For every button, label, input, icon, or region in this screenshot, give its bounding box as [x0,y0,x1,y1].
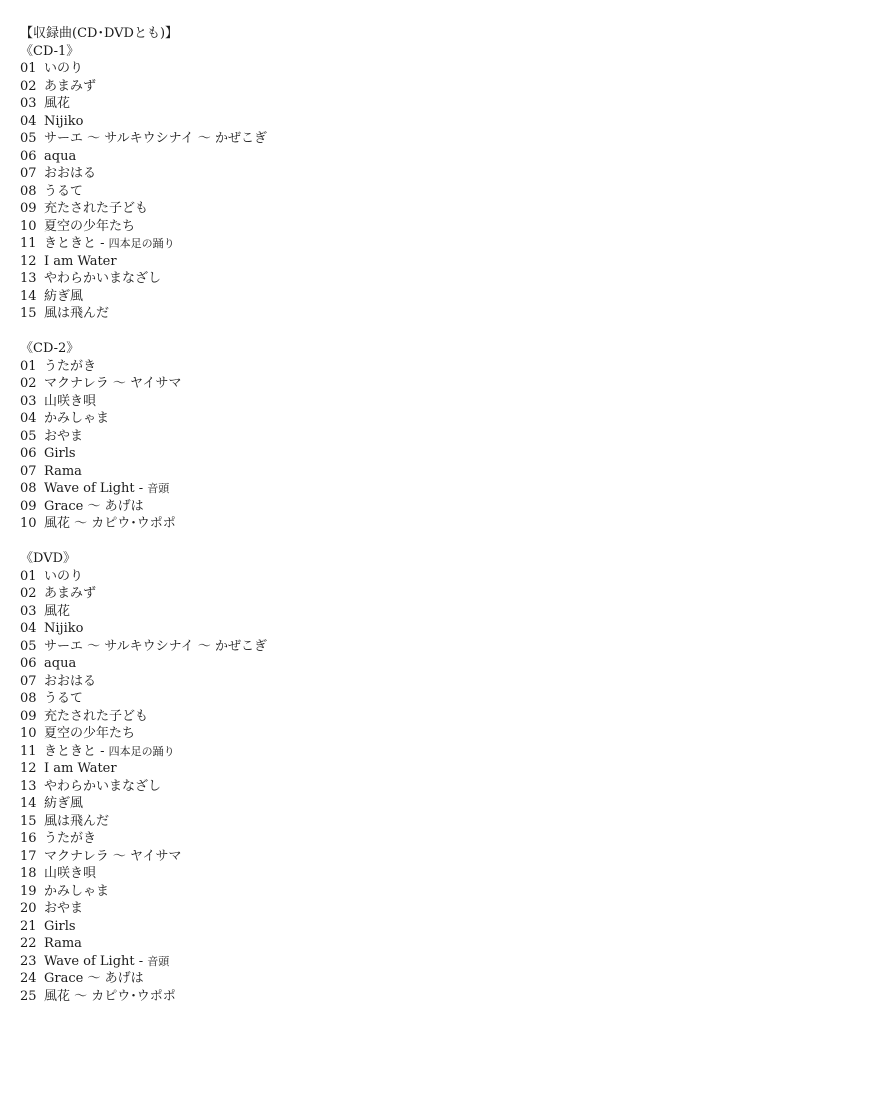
track-number: 20 [20,901,37,916]
track-title [44,568,83,586]
track-title-main: 充たされた子ども [44,708,149,724]
track-title-main: やわらかいまなざし [44,778,162,794]
track-title-main: Wave of Light - [44,953,148,969]
track-title-main: おおはる [44,673,97,689]
track-number: 25 [20,988,37,1004]
track-title [44,305,109,323]
track-number: 01 [20,61,37,76]
track-row [20,865,840,883]
track-number: 06 [20,446,37,461]
section-1 [20,340,840,533]
track-title-main: うるて [44,691,83,706]
track-number: 05 [20,131,37,146]
track-title-main: うるて [44,183,83,199]
track-number: 13 [20,778,37,794]
track-number: 02 [20,376,37,391]
track-number: 08 [20,481,37,496]
track-number: 17 [20,848,37,864]
track-row [20,113,840,131]
track-number: 11 [20,236,37,251]
track-title-main: Rama [44,463,82,479]
track-title [44,235,175,253]
track-title-main: サーエ 〜 サルキウシナイ 〜 かぜこぎ [44,638,267,654]
track-title [44,183,83,201]
track-number: 16 [20,831,37,846]
track-row [20,305,840,323]
track-number: 04 [20,621,37,636]
track-row [20,270,840,288]
track-row [20,165,840,183]
track-title-main: Nijiko [44,113,84,129]
section-label: 《DVD》 [20,551,77,566]
track-title-main: きときと - [44,743,109,759]
track-row [20,690,840,708]
track-title [44,603,70,621]
track-title-main: サーエ 〜 サルキウシナイ 〜 かぜこぎ [44,131,267,146]
track-number: 06 [20,656,37,671]
sections-container [20,43,840,1006]
track-number: 14 [20,796,37,811]
track-title-main: aqua [44,656,77,671]
track-row [20,78,840,96]
track-title-subtitle: 四本足の踊り [108,744,175,758]
track-title [44,200,148,218]
section-2 [20,550,840,1005]
track-number: 01 [20,568,37,584]
track-number: 04 [20,411,37,426]
track-number: 23 [20,953,37,969]
track-number: 13 [20,271,37,286]
track-title [44,113,83,131]
track-title [44,480,169,498]
track-title [44,813,109,831]
track-row [20,235,840,253]
track-row [20,673,840,691]
track-row [20,848,840,866]
track-title-main: やわらかいまなざし [44,271,162,286]
track-number: 07 [20,463,37,479]
track-title-main: あまみず [44,78,97,94]
track-title-main: きときと - [44,236,109,251]
track-number: 12 [20,761,37,776]
track-row [20,130,840,148]
tracklist-document [20,25,840,1005]
track-number: 07 [20,166,37,181]
track-row [20,760,840,778]
track-title-main: 夏空の少年たち [44,726,136,741]
track-title [44,970,144,988]
track-row [20,60,840,78]
track-row [20,515,840,533]
track-row [20,410,840,428]
track-row [20,393,840,411]
track-title [44,95,70,113]
track-title [44,708,148,726]
track-number: 07 [20,673,37,689]
track-row [20,200,840,218]
track-title-main: おやま [44,901,84,916]
section-0 [20,43,840,323]
track-title [44,393,96,411]
track-title-main: うたがき [44,831,97,846]
track-title-main: 風花 〜 カピウ･ウポポ [44,988,176,1004]
track-number: 15 [20,813,37,829]
track-number: 09 [20,201,37,216]
track-row [20,218,840,236]
track-title [44,428,83,446]
track-title [44,725,135,743]
track-title [44,620,83,638]
track-title [44,218,135,236]
track-row [20,620,840,638]
track-row [20,288,840,306]
track-number: 09 [20,708,37,724]
track-row [20,743,840,761]
track-title-main: Girls [44,918,76,934]
track-row [20,585,840,603]
track-title [44,690,83,708]
track-row [20,778,840,796]
track-number: 08 [20,691,37,706]
track-number: 10 [20,218,37,234]
track-title-main: Girls [44,446,76,461]
track-title [44,900,83,918]
track-title [44,498,144,516]
track-number: 05 [20,638,37,654]
track-title [44,830,96,848]
track-row [20,183,840,201]
section-label: 《CD-1》 [20,43,80,59]
track-title-main: 山咲き唄 [44,393,97,409]
track-title [44,60,83,78]
tracklist-heading: 【収録曲(CD･DVDとも)】 [20,26,179,41]
track-row [20,498,840,516]
track-number: 06 [20,148,37,164]
track-row [20,480,840,498]
track-number: 22 [20,936,37,951]
track-number: 05 [20,428,37,444]
track-number: 21 [20,918,37,934]
track-title-main: 風は飛んだ [44,813,110,829]
track-title [44,463,82,481]
track-row [20,970,840,988]
track-title-main: 風花 〜 カピウ･ウポポ [44,516,176,531]
track-number: 09 [20,498,37,514]
track-row [20,463,840,481]
track-number: 10 [20,726,37,741]
track-title [44,673,96,691]
track-title [44,848,182,866]
track-title-subtitle: 音頭 [147,482,170,495]
track-title-main: I am Water [44,761,117,776]
track-row [20,358,840,376]
track-title-main: いのり [44,61,84,76]
track-title [44,760,117,778]
track-row [20,375,840,393]
track-row [20,988,840,1006]
section-label: 《CD-2》 [20,341,80,356]
track-row [20,900,840,918]
track-row [20,813,840,831]
track-title [44,918,76,936]
track-number: 01 [20,358,37,374]
track-number: 03 [20,603,37,619]
track-title [44,638,267,656]
track-number: 19 [20,883,37,899]
track-title-main: Rama [44,936,82,951]
track-title [44,410,109,428]
track-title-main: Grace 〜 あげは [44,498,144,514]
track-row [20,428,840,446]
track-title-main: I am Water [44,253,117,269]
track-title-main: おおはる [44,166,97,181]
track-row [20,725,840,743]
track-row [20,568,840,586]
track-row [20,603,840,621]
track-title-main: 風花 [44,96,71,111]
track-title-main: 充たされた子ども [44,201,149,216]
track-title-subtitle: 音頭 [147,954,170,968]
track-title-subtitle: 四本足の踊り [108,237,175,250]
track-title [44,585,96,603]
track-title [44,953,169,971]
track-row [20,445,840,463]
track-title-main: Wave of Light - [44,481,148,496]
track-row [20,708,840,726]
track-title-main: 紡ぎ風 [44,796,84,811]
track-title-main: 風花 [44,603,71,619]
track-title [44,288,83,306]
track-title [44,935,82,953]
track-title [44,165,96,183]
track-number: 12 [20,253,37,269]
track-title [44,253,117,271]
track-row [20,795,840,813]
track-number: 03 [20,393,37,409]
track-row [20,953,840,971]
track-number: 10 [20,516,37,531]
track-row [20,830,840,848]
track-title-main: いのり [44,568,84,584]
track-title [44,515,176,533]
track-number: 24 [20,971,37,986]
track-number: 02 [20,586,37,601]
track-title [44,148,76,166]
track-title [44,358,96,376]
track-title-main: かみしゃま [44,883,110,899]
track-number: 11 [20,743,37,759]
track-number: 14 [20,288,37,304]
track-title-main: あまみず [44,586,97,601]
track-title [44,375,182,393]
track-row [20,638,840,656]
track-title [44,778,161,796]
track-number: 04 [20,113,37,129]
track-title [44,445,76,463]
track-title [44,883,109,901]
track-row [20,253,840,271]
track-number: 02 [20,78,37,94]
track-row [20,918,840,936]
track-title [44,655,76,673]
track-title-main: 山咲き唄 [44,866,97,881]
track-title [44,988,176,1006]
track-row [20,95,840,113]
track-title [44,270,161,288]
track-title-main: aqua [44,148,77,164]
track-title [44,743,175,761]
track-number: 03 [20,96,37,111]
track-title-main: Grace 〜 あげは [44,971,144,986]
track-number: 18 [20,866,37,881]
track-title [44,130,267,148]
track-title [44,78,96,96]
track-title-main: マクナレラ 〜 ヤイサマ [44,848,182,864]
track-title [44,795,83,813]
track-title-main: Nijiko [44,621,84,636]
track-title-main: 紡ぎ風 [44,288,84,304]
track-title-main: うたがき [44,358,97,374]
track-row [20,148,840,166]
track-title-main: おやま [44,428,84,444]
track-row [20,655,840,673]
track-number: 08 [20,183,37,199]
track-row [20,883,840,901]
track-number: 15 [20,306,37,321]
track-title-main: 夏空の少年たち [44,218,136,234]
track-title-main: かみしゃま [44,411,110,426]
track-title [44,865,96,883]
track-title-main: マクナレラ 〜 ヤイサマ [44,376,182,391]
track-row [20,935,840,953]
track-title-main: 風は飛んだ [44,306,110,321]
